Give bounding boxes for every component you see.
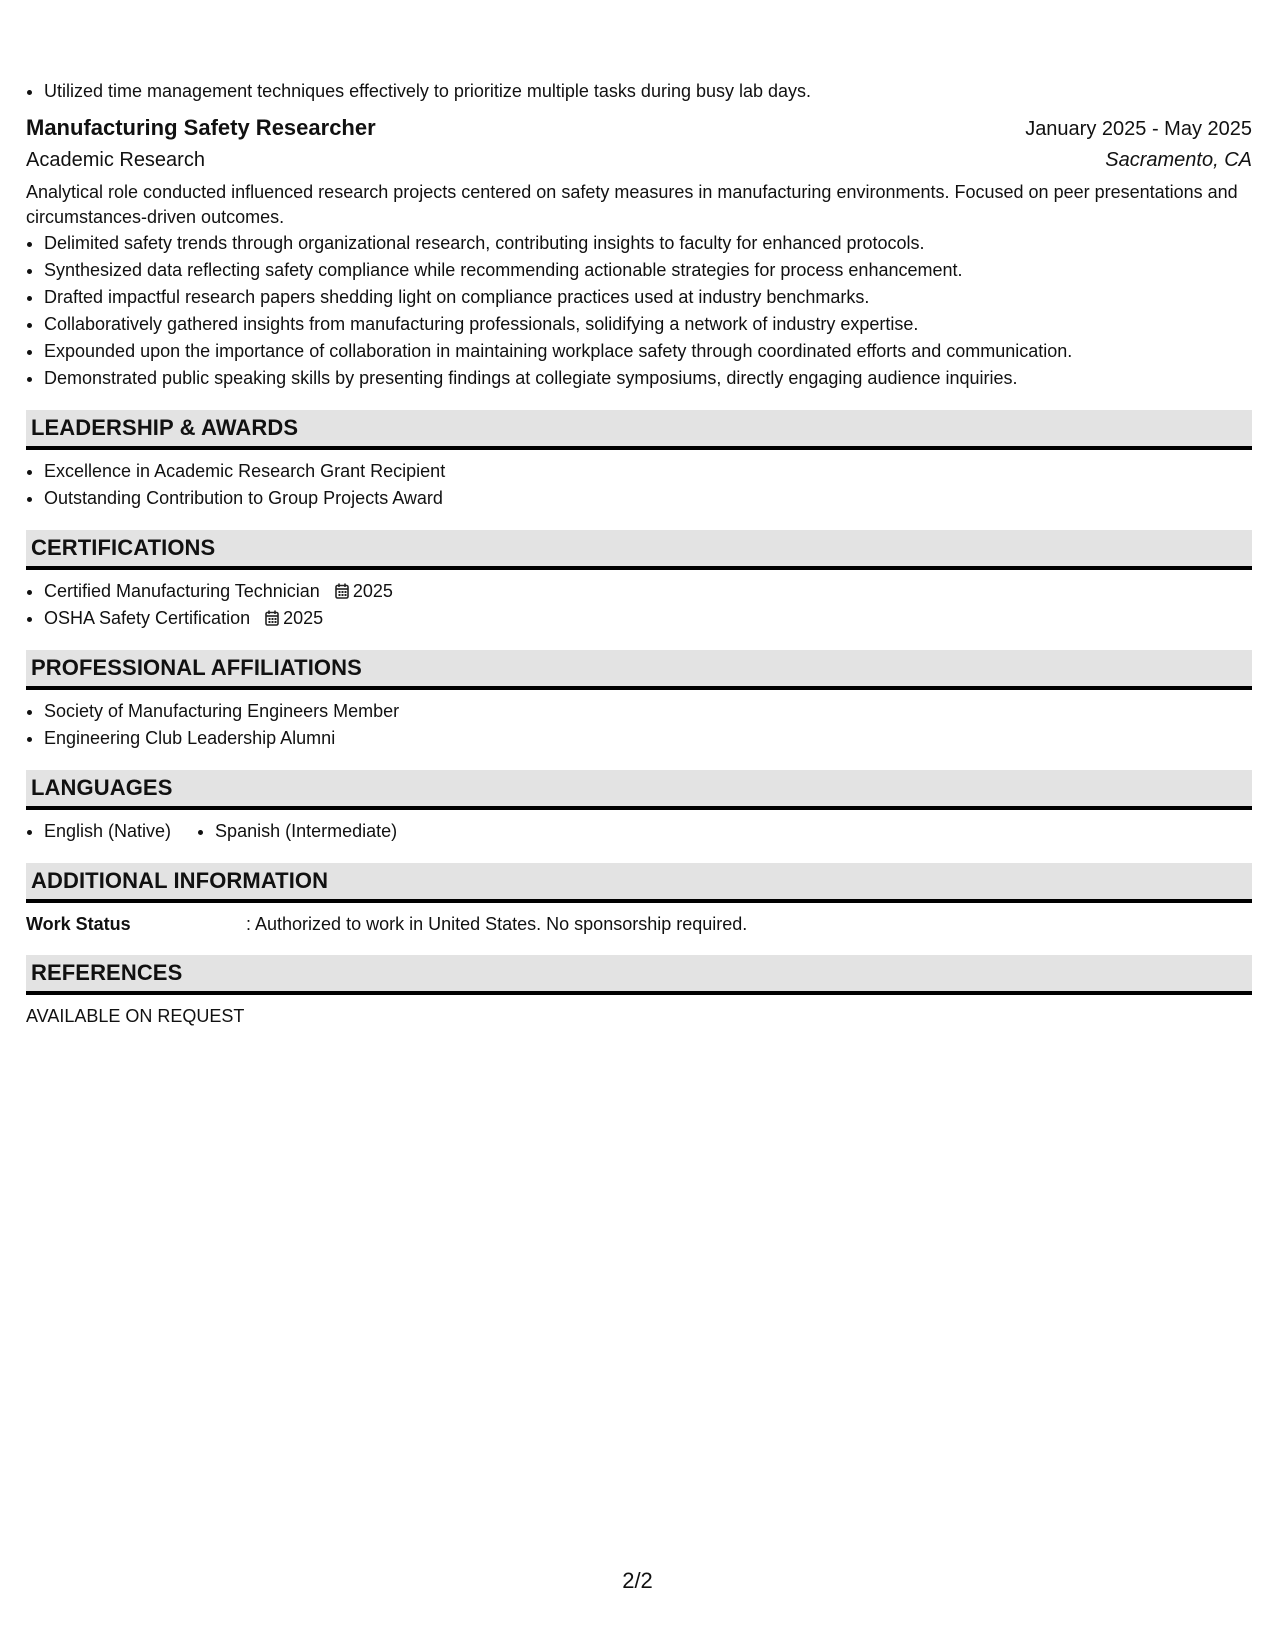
list-item: • Demonstrated public speaking skills by presenting findings at collegiate symposiums, directly engaging audience inquiries. xyxy=(44,365,1252,392)
section-title: REFERENCES xyxy=(31,960,183,985)
job-title: Manufacturing Safety Researcher xyxy=(26,115,376,140)
section-title: ADDITIONAL INFORMATION xyxy=(31,868,329,893)
section-header-certifications xyxy=(26,530,1252,570)
job-organization: Academic Research xyxy=(26,149,205,171)
list-item: • Synthesized data reflecting safety compliance while recommending actionable strategies for process enhancement. xyxy=(44,257,1252,284)
list-item: • Outstanding Contribution to Group Projects Award xyxy=(44,485,1252,512)
job-bullets xyxy=(26,230,1252,392)
certifications-list xyxy=(26,578,1252,632)
calendar-icon xyxy=(265,610,279,626)
language-item: • English (Native) xyxy=(44,818,171,845)
affiliations-list xyxy=(26,698,1252,752)
language-item: • Spanish (Intermediate) xyxy=(215,818,397,845)
list-item: • Excellence in Academic Research Grant Recipient xyxy=(44,458,1252,485)
work-status-row xyxy=(26,911,1252,937)
calendar-icon xyxy=(335,583,349,599)
section-header-languages xyxy=(26,770,1252,810)
certification-year: 2025 xyxy=(352,581,393,601)
section-header-additional-info xyxy=(26,863,1252,903)
languages-list xyxy=(26,818,1252,845)
list-item: • Engineering Club Leadership Alumni xyxy=(44,725,1252,752)
section-title: LANGUAGES xyxy=(31,775,173,800)
job-summary: Analytical role conducted influenced research projects centered on safety measures in manufacturing environments. Focused on peer presentations and circumstances-driven outcomes. xyxy=(26,182,1238,227)
job-location: Sacramento, CA xyxy=(1105,149,1252,171)
work-status-value: : Authorized to work in United States. No sponsorship required. xyxy=(246,914,748,934)
section-header-affiliations xyxy=(26,650,1252,690)
leadership-list xyxy=(26,458,1252,512)
page-number: 2/2 xyxy=(622,1568,653,1593)
certification-name: Certified Manufacturing Technician xyxy=(44,581,320,601)
list-item: • Utilized time management techniques effectively to prioritize multiple tasks during busy lab days. xyxy=(44,78,1252,105)
certification-year: 2025 xyxy=(283,608,324,628)
job-subheader xyxy=(26,144,1252,176)
references-text: AVAILABLE ON REQUEST xyxy=(26,1006,245,1026)
section-title: CERTIFICATIONS xyxy=(31,535,216,560)
list-item: • Drafted impactful research papers shedding light on compliance practices used at industry benchmarks. xyxy=(44,284,1252,311)
list-item: • Expounded upon the importance of collaboration in maintaining workplace safety through coordinated efforts and communication. xyxy=(44,338,1252,365)
list-item: • Society of Manufacturing Engineers Member xyxy=(44,698,1252,725)
job-dates: January 2025 - May 2025 xyxy=(1025,118,1252,140)
section-header-leadership xyxy=(26,410,1252,450)
section-title: PROFESSIONAL AFFILIATIONS xyxy=(31,655,362,680)
section-header-references xyxy=(26,955,1252,995)
list-item xyxy=(44,605,1252,632)
certification-name: OSHA Safety Certification xyxy=(44,608,251,628)
section-title: LEADERSHIP & AWARDS xyxy=(31,415,299,440)
list-item xyxy=(44,578,1252,605)
resume-page xyxy=(26,78,1252,1029)
work-status-label: Work Status xyxy=(26,914,131,934)
list-item: • Collaboratively gathered insights from manufacturing professionals, solidifying a network of industry expertise. xyxy=(44,311,1252,338)
list-item: • Delimited safety trends through organizational research, contributing insights to faculty for enhanced protocols. xyxy=(44,230,1252,257)
previous-job-bullets xyxy=(26,78,1252,105)
job-header xyxy=(26,113,1252,144)
